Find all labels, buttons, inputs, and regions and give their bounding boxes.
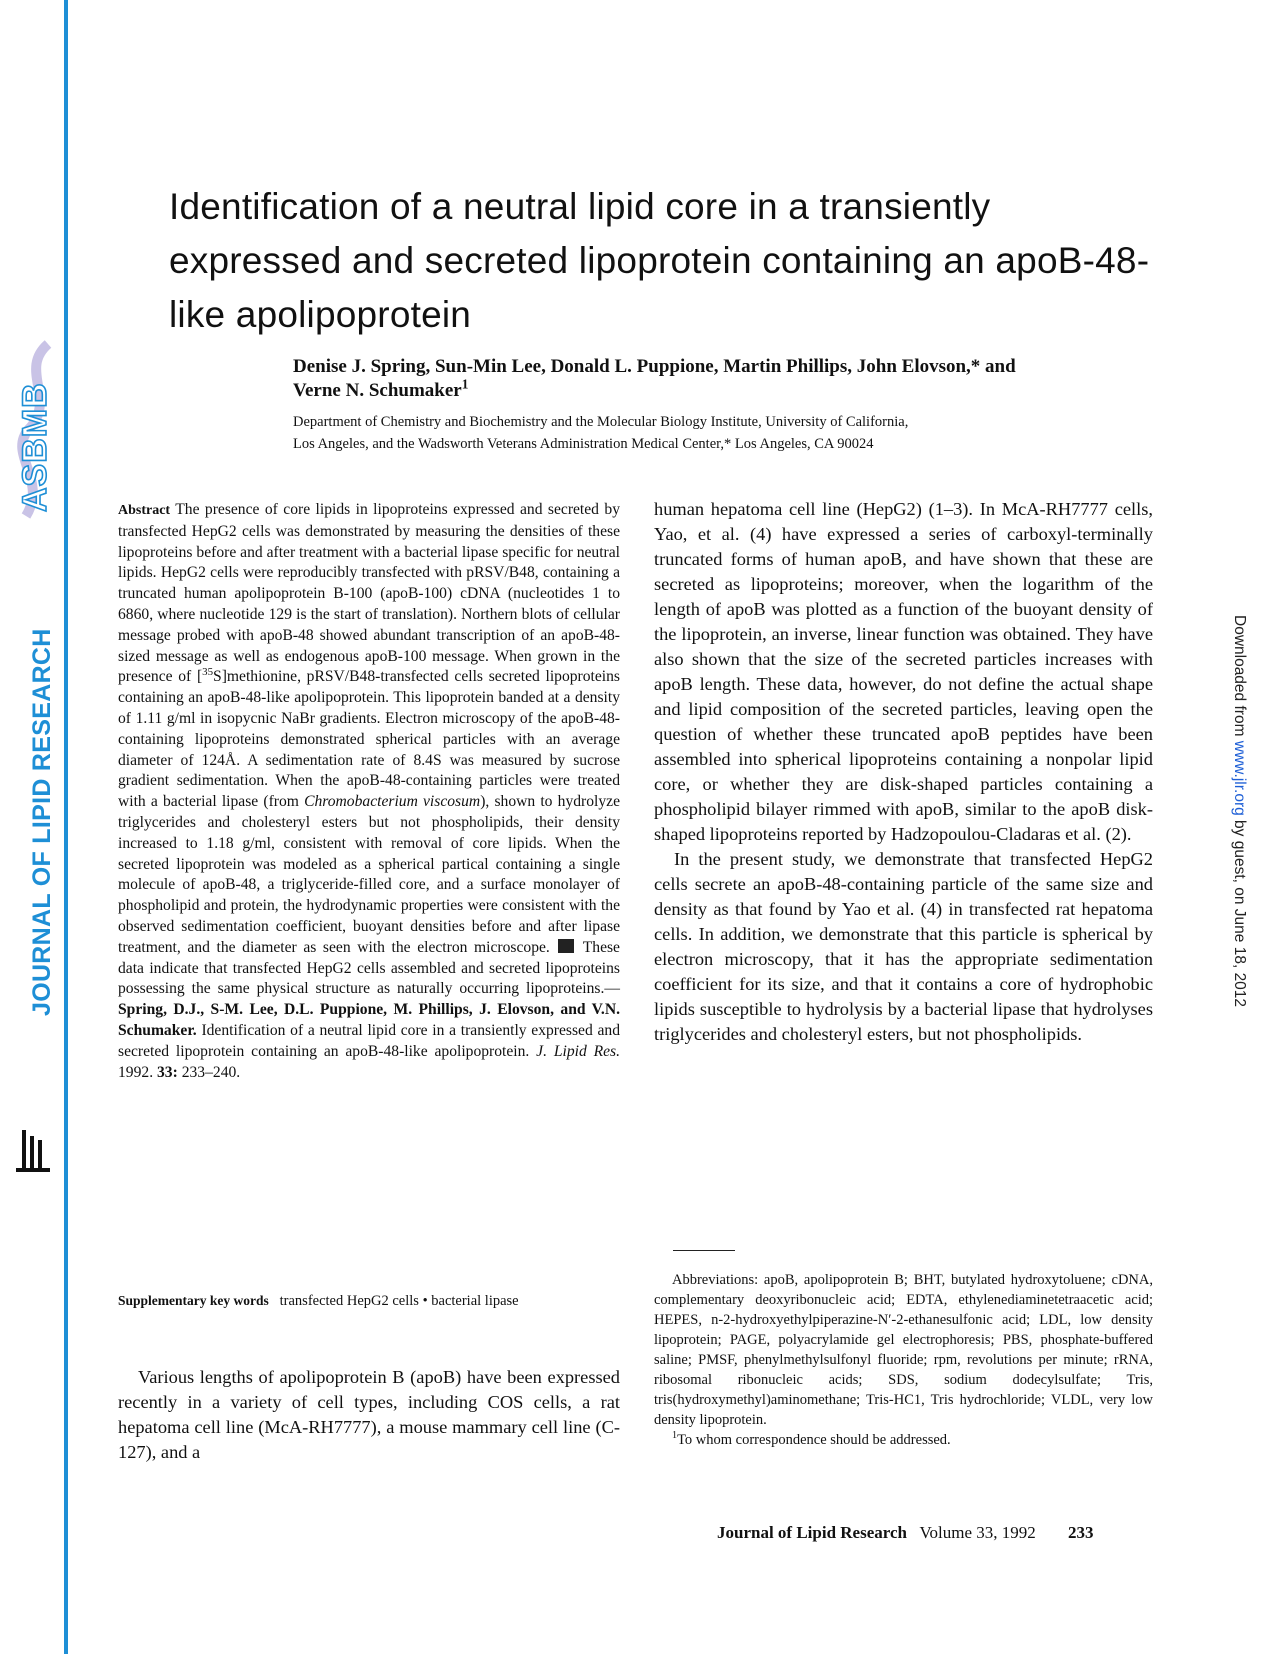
asbmb-logo [8,340,60,520]
abstract-heading: Abstract [118,503,171,518]
body-paragraph-1: human hepatoma cell line (HepG2) (1–3). In McA-RH7777 cells, Yao, et al. (4) have expressed a series of carboxyl-terminally truncated forms of human apoB, and have shown that these are secreted as lipoproteins; moreover, when the logarithm of the length of apoB was plotted as a function of the buoyant density of the lipoprotein, an inverse, linear function was obtained. They have also shown that the size of the secreted particles increases with apoB length. These data, however, do not define the actual shape and lipid composition of the secreted particles, leaving open the question of whether these truncated apoB peptides have been assembled into spherical lipoproteins containing a nonpolar lipid core, or whether they are disk-shaped particles containing a phospholipid bilayer rimmed with apoB, similar to the apoB disk-shaped lipoproteins reported by Hadzopoulou-Cladaras et al. (2). [654,499,1153,844]
supplementary-keywords [118,1291,638,1311]
author-footnote-mark: 1 [461,376,469,392]
page-footer [717,1522,1157,1544]
jlr-logo [14,1130,54,1174]
footer-volume: Volume 33, 1992 [919,1523,1036,1542]
download-notice [1228,615,1254,1035]
download-link[interactable]: www.jlr.org [1231,740,1248,816]
logo-text: ASBMB [16,382,54,512]
intro-paragraph-left: Various lengths of apolipoprotein B (apoB) have been expressed recently in a variety of cell types, including COS cells, a rat hepatoma cell line (McA-RH7777), a mouse mammary cell line (C-127), and a [118,1367,620,1462]
footnotes [654,1270,1153,1450]
affiliation [293,411,1173,455]
journal-name-text: JOURNAL OF LIPID RESEARCH [28,628,56,1016]
jlr-mark-text: JLR [54,1154,56,1155]
abstract: Abstract The presence of core lipids in lipoproteins expressed and secreted by transfected HepG2 cells was demonstrated by measuring the densities of these lipoproteins before and after treatment with a bacterial lipase specific for neutral lipids. HepG2 cells were reproducibly transfected with pRSV/B48, containing a truncated human apolipoprotein B-100 (apoB-100) cDNA (nucleotides 1 to 6860, where nucleotide 129 is the start of translation). Northern blots of cellular message probed with apoB-48 showed abundant transcription of an apoB-48-sized message as well as endogenous apoB-100 message. When grown in the presence of [$^{35}$S]methionine, pRSV/B48-transfected cells secreted lipoproteins containing an apoB-48-like apolipoprotein. This lipoprotein banded at a density of 1.11 g/ml in isopycnic NaBr gradients. Electron microscopy of the apoB-48-containing lipoproteins demonstrated spherical particles with an average diameter of 124Å. A sedimentation rate of 8.4S was measured by sucrose gradient sedimentation. When the apoB-48-containing particles were treated with a bacterial lipase (from Chromobacterium viscosum), shown to hydrolyze triglycerides and cholesteryl esters but not phospholipids, their density increased to 1.18 g/ml, consistent with removal of core lipids. When the secreted lipoprotein was modeled as a spherical partical containing a single molecule of apoB-48, a triglyceride-filled core, and a surface monolayer of phospholipid and protein, the hydrodynamic properties were consistent with the observed sedimentation coefficient, buoyant densities before and after lipase treatment, and the diameter as seen with the electron microscope. These data indicate that transfected HepG2 cells assembled and secreted lipoproteins possessing the same physical structure as naturally occurring lipoproteins.—Spring, D.J., S-M. Lee, D.L. Puppione, M. Phillips, J. Elovson, and V.N. Schumaker. Identification of a neutral lipid core in a transiently expressed and secreted lipoprotein containing an apoB-48-like apolipoprotein. J. Lipid Res. 1992. 33: 233–240. [118,501,620,1081]
affiliation-line-2: Los Angeles, and the Wadsworth Veterans Administration Medical Center,* Los Angeles, CA 90024 [293,436,874,452]
supplementary-material-icon[interactable] [558,939,574,953]
article-title: Identification of a neutral lipid core in a transiently expressed and secreted lipoprotein containing an apoB-48-like apolipoprotein [169,186,1150,335]
body-paragraph-2: In the present study, we demonstrate that transfected HepG2 cells secrete an apoB-48-containing particle of the same size and density as that found by Yao et al. (4) in transfected rat hepatoma cells. In addition, we demonstrate that this particle is spherical by electron microscopy, that it has the appropriate sedimentation coefficient for its size, and that it contains a core of hydrophobic lipids susceptible to hydrolysis by a bacterial lipase that hydrolyses triglycerides and cholesteryl esters, but not phospholipids. [654,849,1153,1044]
citation-volume: 33: [157,1063,178,1081]
footer-journal: Journal of Lipid Research [717,1523,908,1542]
download-prefix: Downloaded from [1231,615,1248,741]
citation-title: Identification of a neutral lipid core in a transiently expressed and secreted lipoprotein containing an apoB-48-like apolipoprotein. [118,1021,620,1060]
keywords-label: Supplementary key words [118,1293,269,1308]
footnote-divider [673,1250,735,1251]
keywords-text: transfected HepG2 cells • bacterial lipase [279,1293,519,1309]
body-right-column [654,497,1153,1047]
organism-name: Chromobacterium viscosum [304,793,481,811]
left-margin-rule [64,0,68,1654]
page-number: 233 [1068,1523,1094,1542]
affiliation-line-1: Department of Chemistry and Biochemistry and the Molecular Biology Institute, University of California, [293,414,909,430]
journal-name-vertical [14,628,62,1020]
download-suffix: by guest, on June 18, 2012 [1231,815,1248,1008]
abbreviations-footnote: Abbreviations: apoB, apolipoprotein B; BHT, butylated hydroxytoluene; cDNA, complementary deoxyribonucleic acid; EDTA, ethylenediaminetetraacetic acid; HEPES, n-2-hydroxyethylpiperazine-N′-2-ethanesulfonic acid; LDL, low density lipoprotein; PAGE, polyacrylamide gel electrophoresis; PBS, phosphate-buffered saline; PMSF, phenylmethylsulfonyl fluoride; rpm, revolutions per minute; rRNA, ribosomal ribonucleic acids; SDS, sodium dodecylsulfate; Tris, tris(hydroxymethyl)aminomethane; Tris-HC1, Tris hydrochloride; VLDL, very low density lipoprotein. [654,1272,1153,1428]
correspondence-footnote: $^1$To whom correspondence should be addressed. [672,1430,951,1448]
citation-journal: J. Lipid Res. [536,1042,620,1060]
author-list [293,355,1163,403]
svg-text:Downloaded from www.jlr.org by [1231,615,1248,1007]
authors-line-2: Verne N. Schumaker$^1$ [293,376,469,401]
citation-authors: Spring, D.J., S-M. Lee, D.L. Puppione, M. Phillips, J. Elovson, and V.N. Schumaker. [118,1001,620,1039]
authors-line-1: Denise J. Spring, Sun-Min Lee, Donald L. Puppione, Martin Phillips, John Elovson,* and [293,356,1016,377]
